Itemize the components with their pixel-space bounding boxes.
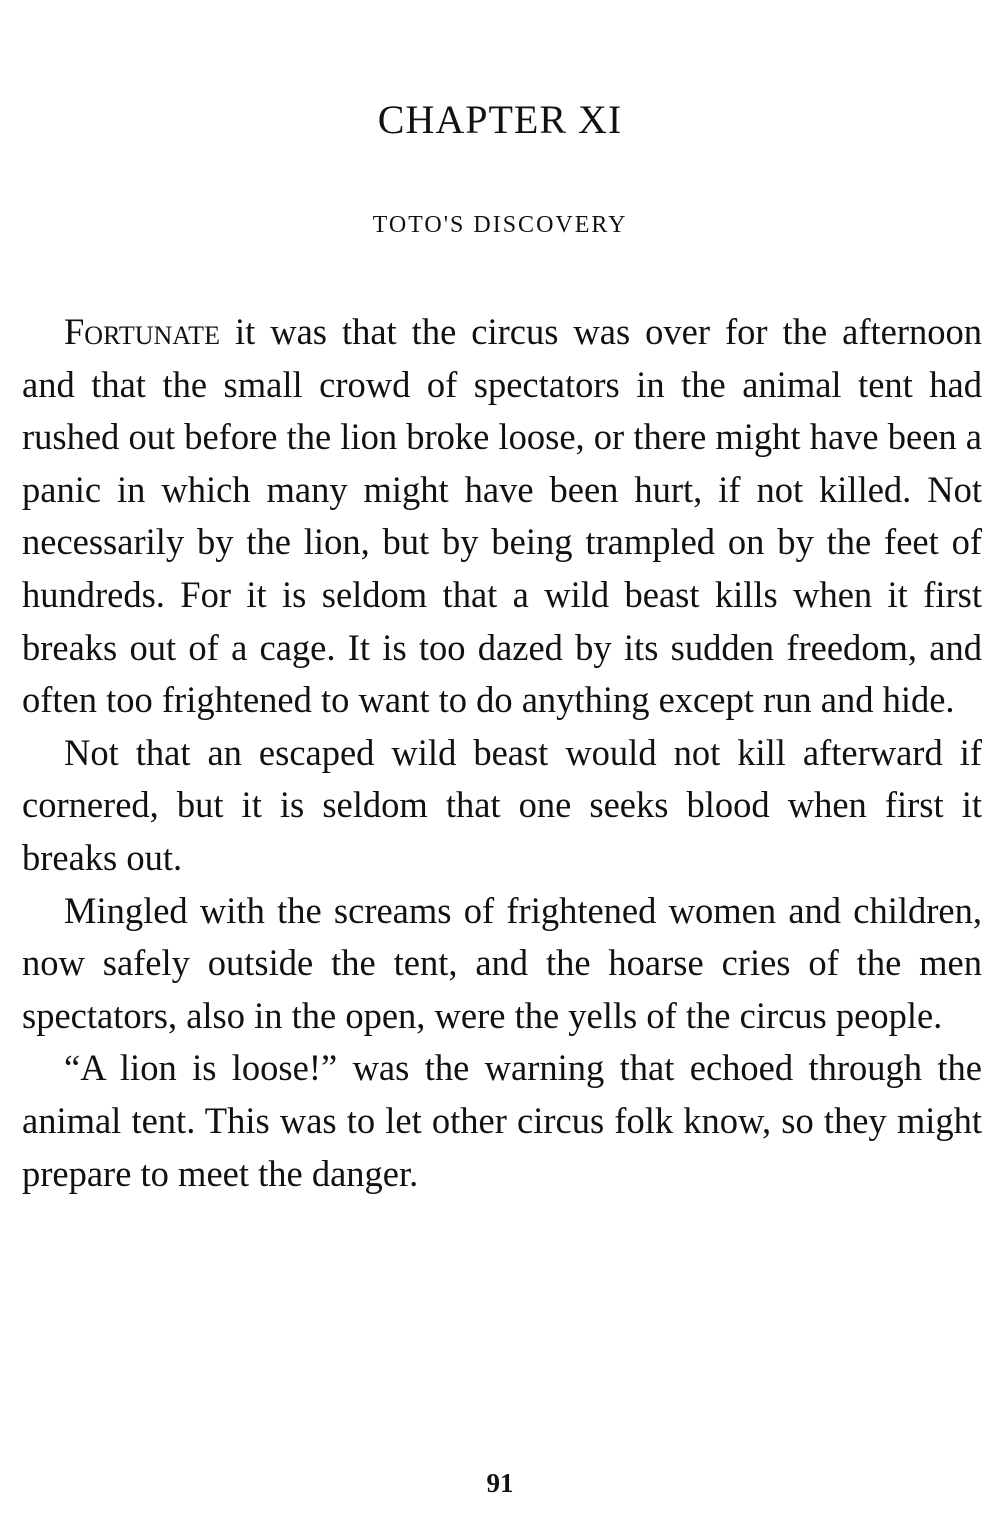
paragraph: Mingled with the screams of frightened women and children, now safely outside the tent, and the hoarse cries of the men spectators, also in the open, were the yells of the circus people. [22,889,982,1036]
chapter-heading: CHAPTER XI [377,97,623,142]
page-number: 91 [486,1468,514,1498]
chapter-title: TOTO'S DISCOVERY [372,212,628,238]
body-text [22,306,982,1200]
paragraph: “A lion is loose!” was the warning that echoed through the animal tent. This was to let other circus folk know, so they might prepare to meet the danger. [22,1047,982,1194]
paragraph-lead-word: Fortunate [64,311,220,352]
paragraph: Not that an escaped wild beast would not kill afterward if cornered, but it is seldom that one seeks blood when first it breaks out. [22,731,982,878]
paragraph [22,306,982,727]
paragraph-text: it was that the circus was over for the afternoon and that the small crowd of spectators in the animal tent had rushed out before the lion broke loose, or there might have been a panic in which many might have been hurt, if not killed. Not necessarily by the lion, but by being trampled on by the feet of hundreds. For it is seldom that a wild beast kills when it first breaks out of a cage. It is too dazed by its sudden freedom, and often too frightened to want to do anything except run and hide. [22,311,982,721]
